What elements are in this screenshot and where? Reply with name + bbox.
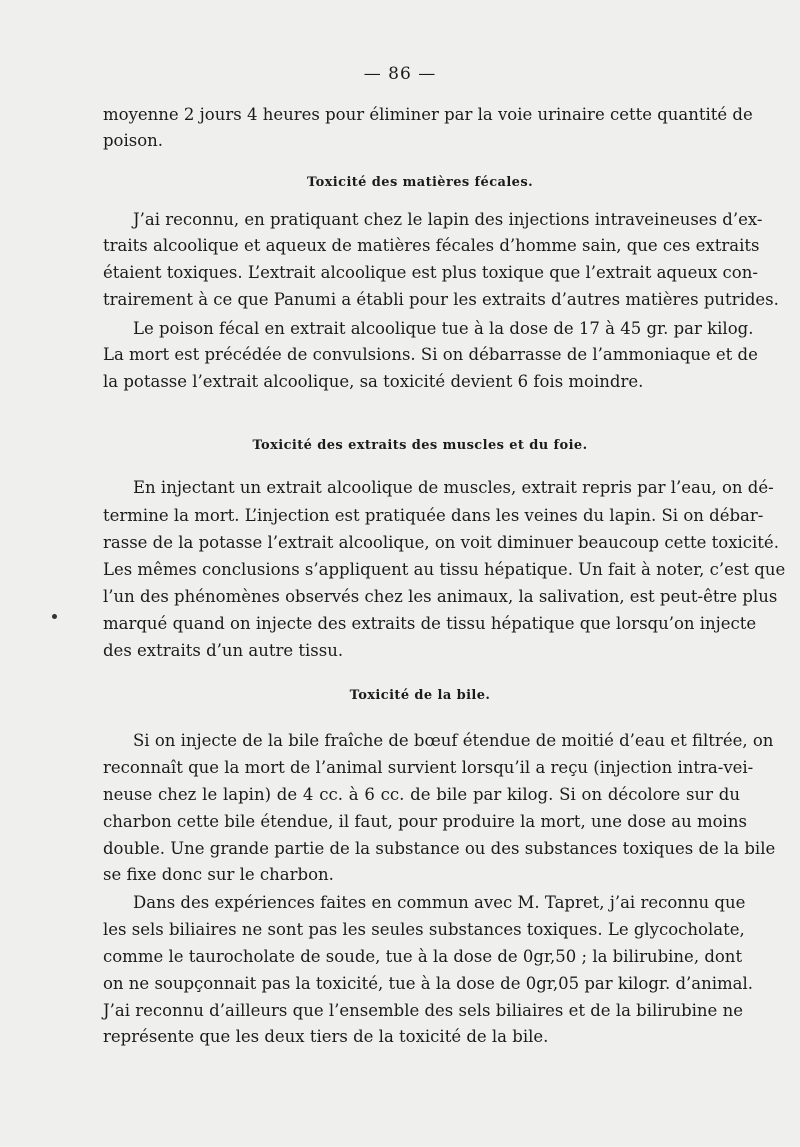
text-line: La mort est précédée de convulsions. Si on débarrasse de l’ammoniaque et de [103,345,758,364]
text-line: trairement à ce que Panumi a établi pour les extraits d’autres matières putrides. [103,290,779,309]
section-heading: Toxicité de la bile. [349,688,491,703]
text-line: J’ai reconnu d’ailleurs que l’ensemble des sels biliaires et de la bilirubine ne [103,1001,743,1020]
text-line: reconnaît que la mort de l’animal survient lorsqu’il a reçu (injection intra-vei- [103,758,754,777]
text-line: Dans des expériences faites en commun avec M. Tapret, j’ai reconnu que [133,893,746,912]
text-line: la potasse l’extrait alcoolique, sa toxicité devient 6 fois moindre. [103,372,644,391]
text-line: charbon cette bile étendue, il faut, pour produire la mort, une dose au moins [103,812,747,831]
text-line: neuse chez le lapin) de 4 cc. à 6 cc. de bile par kilog. Si on décolore sur du [103,785,740,804]
text-line: représente que les deux tiers de la toxicité de la bile. [103,1027,549,1046]
page-number: — 86 — [363,64,437,84]
text-line: les sels biliaires ne sont pas les seules substances toxiques. Le glycocholate, [103,920,745,939]
text-line: on ne soupçonnait pas la toxicité, tue à la dose de 0gr,05 par kilogr. d’animal. [103,974,754,993]
section-heading: Toxicité des extraits des muscles et du foie. [252,438,588,453]
text-line: l’un des phénomènes observés chez les animaux, la salivation, est peut-être plus [103,587,778,606]
ink-speck [52,614,57,619]
text-line: se fixe donc sur le charbon. [103,865,334,884]
text-line: étaient toxiques. L’extrait alcoolique est plus toxique que l’extrait aqueux con- [103,263,758,282]
text-line: comme le taurocholate de soude, tue à la dose de 0gr,50 ; la bilirubine, dont [103,947,743,966]
text-line: Si on injecte de la bile fraîche de bœuf étendue de moitié d’eau et filtrée, on [133,731,774,750]
section-heading: Toxicité des matières fécales. [306,175,534,190]
text-line: J’ai reconnu, en pratiquant chez le lapin des injections intraveineuses d’ex- [133,210,763,229]
text-line: traits alcoolique et aqueux de matières fécales d’homme sain, que ces extraits [103,236,760,255]
text-line: double. Une grande partie de la substance ou des substances toxiques de la bile [103,839,776,858]
text-line: Le poison fécal en extrait alcoolique tue à la dose de 17 à 45 gr. par kilog. [133,319,754,338]
text-line: termine la mort. L’injection est pratiquée dans les veines du lapin. Si on débar- [103,506,764,525]
text-line: poison. [103,131,164,150]
text-line: En injectant un extrait alcoolique de muscles, extrait repris par l’eau, on dé- [133,478,774,497]
text-line: des extraits d’un autre tissu. [103,641,344,660]
text-line: rasse de la potasse l’extrait alcoolique, on voit diminuer beaucoup cette toxicité. [103,533,779,552]
text-line: marqué quand on injecte des extraits de tissu hépatique que lorsqu’on injecte [103,614,757,633]
text-line: Les mêmes conclusions s’appliquent au tissu hépatique. Un fait à noter, c’est que [103,560,786,579]
text-line: moyenne 2 jours 4 heures pour éliminer par la voie urinaire cette quantité de [103,105,753,124]
